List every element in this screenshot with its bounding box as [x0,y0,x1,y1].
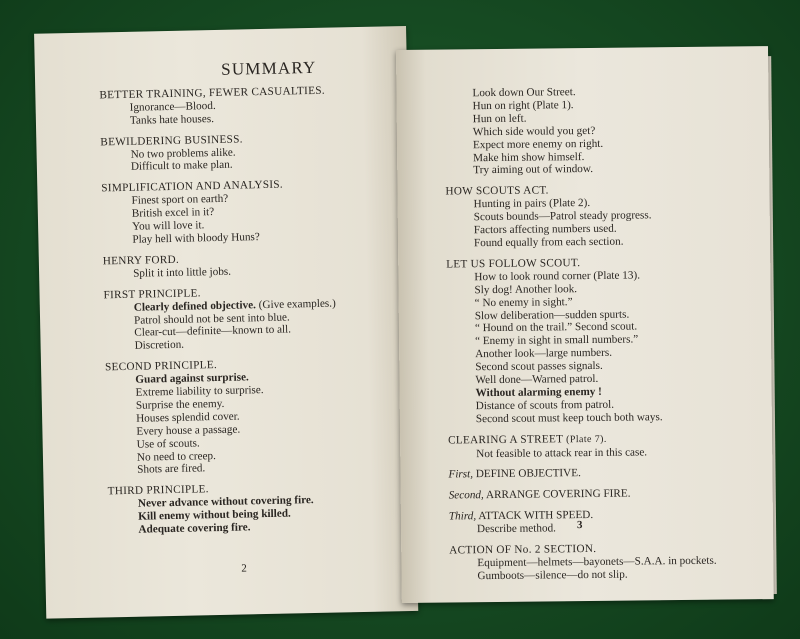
section-line: Slow deliberation—sudden spurts. [474,308,630,322]
section-line: Look down Our Street. [472,86,576,100]
section-line: Expect more enemy on right. [472,137,604,151]
section-line: Second scout passes signals. [475,359,603,374]
section-line: How to look round corner (Plate 13). [474,269,641,283]
section-line: You will love it. [132,219,205,233]
section-title: THIRD PRINCIPLE. [107,483,209,498]
section-line: Never advance without covering fire. [137,494,314,510]
section-line: Kill enemy without being killed. [138,507,291,523]
section-line: Clear-cut—definite—known to all. [134,323,292,340]
section-henry-ford [103,249,403,281]
section-line: “ Enemy in sight in small numbers.” [474,333,639,348]
section-line: Adequate covering fire. [138,521,251,536]
section-line: Shots are fired. [137,462,206,477]
section-line: Scouts bounds—Patrol steady progress. [473,209,652,224]
section-bewildering-business [100,130,401,175]
section-line: Every house a passage. [136,423,241,438]
step-ordinal: Second, [448,489,484,502]
section-title-text: CLEARING A STREET [448,432,564,447]
section-clearing-street [448,431,758,461]
section-our-street [444,84,755,178]
section-first-principle [103,283,404,354]
section-better-training [99,83,400,128]
step-first [448,466,758,482]
section-line: Hun on right (Plate 1). [472,99,574,113]
section-line: Not feasible to attack rear in this case. [476,445,648,460]
section-line: Try aiming out of window. [473,163,594,177]
section-line: Play hell with bloody Huns? [132,231,260,246]
step-second [449,487,759,503]
section-line: “ Hound on the trail.” Second scout. [474,320,638,335]
section-title: LET US FOLLOW SCOUT. [446,256,581,271]
section-how-scouts-act [445,183,756,251]
section-line: No two problems alike. [130,146,236,161]
section-line: Factors affecting numbers used. [473,222,617,237]
section-line: Make him show himself. [473,150,585,164]
section-line: Patrol should not be sent into blue. [133,310,290,327]
step-third [449,508,759,537]
right-page [396,46,774,603]
section-action-no2 [449,541,759,583]
section-title: SIMPLIFICATION AND ANALYSIS. [101,178,284,195]
section-line: Without alarming enemy ! [475,385,602,400]
section-line: Difficult to make plan. [130,159,233,174]
section-title: BEWILDERING BUSINESS. [100,133,243,149]
section-line: Describe method. [476,522,557,536]
section-line: Extreme liability to surprise. [135,384,264,399]
section-line: Tanks hate houses. [129,112,215,127]
section-line: “ No enemy in sight.” [474,295,573,309]
section-line: Another look—large numbers. [475,346,613,361]
section-line: Found equally from each section. [473,235,624,250]
section-third-principle [108,479,409,537]
section-line: Houses splendid cover. [136,410,240,425]
step-text: ATTACK WITH SPEED. [478,509,594,523]
section-line: Sly dog! Another look. [474,282,578,296]
step-ordinal: Third, [448,510,477,523]
section-simplification [101,176,402,247]
section-line: Guard against surprise. [135,371,249,386]
section-line: Ignorance—Blood. [129,99,216,114]
section-line: Second scout must keep touch both ways. [475,410,663,425]
step-text: ARRANGE COVERING FIRE. [485,487,631,502]
section-title: BETTER TRAINING, FEWER CASUALTIES. [99,84,326,102]
section-follow-scout [446,255,758,426]
plain-text: (Give examples.) [255,297,336,311]
section-title: HENRY FORD. [102,253,180,268]
section-line: Equipment—helmets—bayonets—S.A.A. in pockets. [477,554,717,570]
page-number: 3 [576,519,583,532]
step-ordinal: First, [448,468,474,481]
section-line: Use of scouts. [136,437,200,451]
left-page-content [99,57,409,545]
section-line: Hun on left. [472,112,527,126]
section-second-principle [105,355,407,477]
section-line: Distance of scouts from patrol. [475,398,615,413]
bold-text: Clearly defined objective. [133,298,257,314]
section-line: No need to creep. [136,449,216,464]
section-title: HOW SCOUTS ACT. [445,184,549,198]
step-text: DEFINE OBJECTIVE. [475,467,581,481]
section-line: Well done—Warned patrol. [475,372,599,387]
plate-reference: (Plate 7). [566,433,607,445]
section-line: Hunting in pairs (Plate 2). [473,197,591,211]
page-number: 2 [241,562,247,575]
section-line: Discretion. [134,339,185,353]
section-title: FIRST PRINCIPLE. [103,287,201,302]
right-page-content [444,84,759,591]
section-line: Which side would you get? [472,124,596,138]
section-line: Surprise the enemy. [135,397,225,412]
section-line: Gumboots—silence—do not slip. [477,568,628,583]
section-title: SECOND PRINCIPLE. [104,359,218,374]
section-title: ACTION OF No. 2 SECTION. [449,543,597,557]
section-line: Finest sport on earth? [131,193,229,208]
section-line: British excel in it? [131,206,215,220]
page-heading: SUMMARY [220,57,317,79]
section-line: Split it into little jobs. [132,265,232,280]
left-page [34,26,418,619]
